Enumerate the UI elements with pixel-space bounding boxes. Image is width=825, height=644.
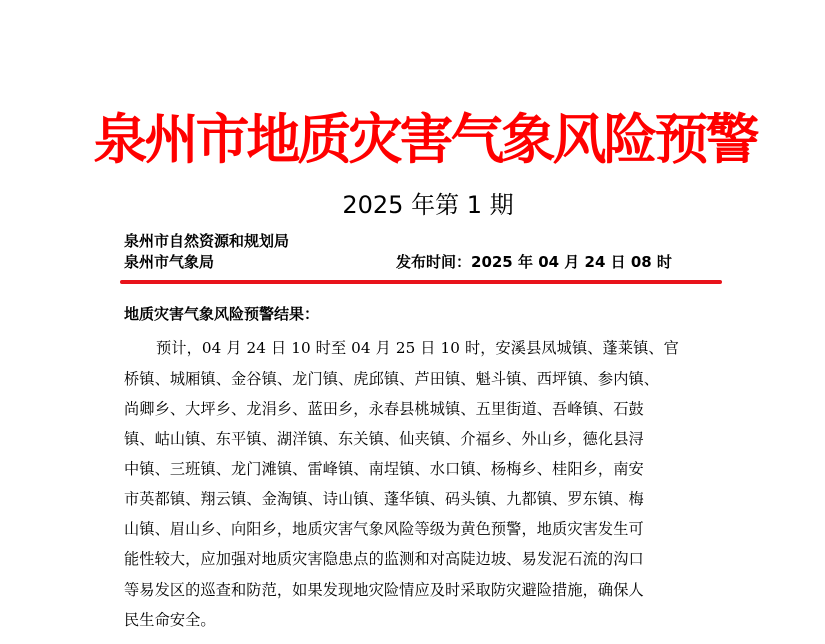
section-heading: 地质灾害气象风险预警结果： xyxy=(124,305,320,323)
body-text-line: 预计，04 月 24 日 10 时至 04 月 25 日 10 时，安溪县凤城镇、蓬莱镇、官 xyxy=(156,339,679,357)
body-text-line: 等易发区的巡查和防范，如果发现地灾险情应及时采取防灾避险措施，确保人 xyxy=(124,581,644,599)
body-text-line: 中镇、三班镇、龙门滩镇、雷峰镇、南埕镇、水口镇、杨梅乡、桂阳乡，南安 xyxy=(124,460,644,478)
body-text-line: 尚卿乡、大坪乡、龙涓乡、蓝田乡，永春县桃城镇、五里街道、吾峰镇、石鼓 xyxy=(124,400,644,418)
publish-time: 发布时间：2025 年 04 月 24 日 08 时 xyxy=(396,253,672,271)
body-text-line: 民生命安全。 xyxy=(124,611,216,629)
document-title: 泉州市地质灾害气象风险预警 xyxy=(93,108,757,171)
issue-number: 2025 年第 1 期 xyxy=(342,191,514,219)
issuer-meteorological-bureau: 泉州市气象局 xyxy=(124,253,215,271)
body-text-line: 能性较大，应加强对地质灾害隐患点的监测和对高陡边坡、易发泥石流的沟口 xyxy=(124,550,644,568)
body-text-line: 镇、岵山镇、东平镇、湖洋镇、东关镇、仙夹镇、介福乡、外山乡，德化县浔 xyxy=(124,430,644,448)
body-text-line: 山镇、眉山乡、向阳乡，地质灾害气象风险等级为黄色预警，地质灾害发生可 xyxy=(124,520,644,538)
red-divider-rule xyxy=(120,280,722,284)
body-text-line: 桥镇、城厢镇、金谷镇、龙门镇、虎邱镇、芦田镇、魁斗镇、西坪镇、参内镇、 xyxy=(124,370,660,388)
body-text-line: 市英都镇、翔云镇、金淘镇、诗山镇、蓬华镇、码头镇、九都镇、罗东镇、梅 xyxy=(124,490,644,508)
issuer-natural-resources-bureau: 泉州市自然资源和规划局 xyxy=(124,232,290,250)
